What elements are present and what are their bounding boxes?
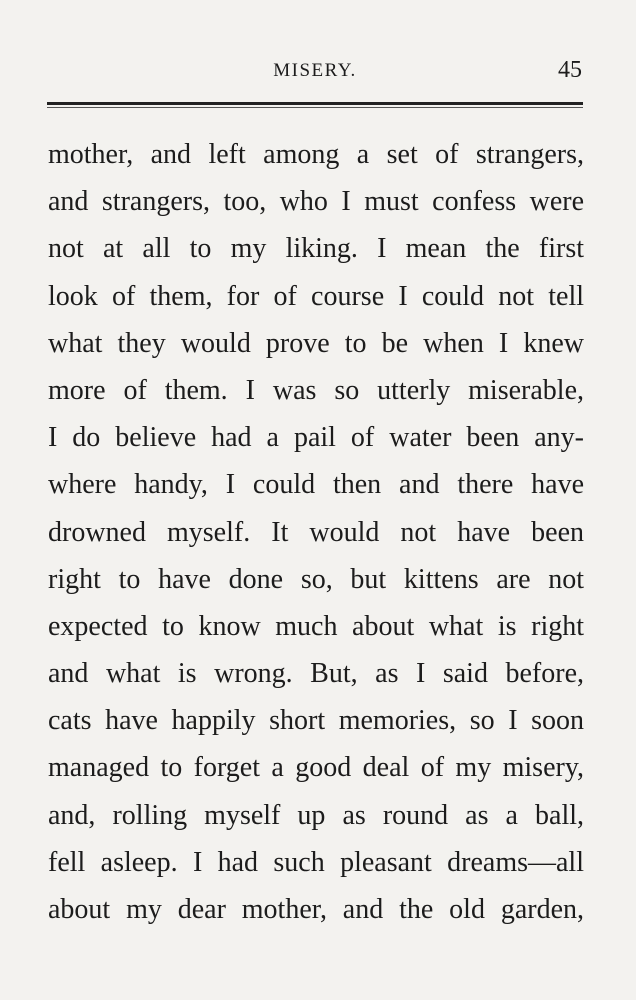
header-rule-fine xyxy=(47,107,583,108)
text-line: fell asleep. I had such pleasant dreams—all xyxy=(48,846,584,878)
text-line: more of them. I was so utterly miserable, xyxy=(48,374,584,406)
text-line: where handy, I could then and there have xyxy=(48,469,584,501)
text-line: about my dear mother, and the old garden, xyxy=(48,894,584,925)
header-rule xyxy=(47,102,583,105)
chapter-title: MISERY. xyxy=(273,60,357,81)
text-line: I do believe had a pail of water been any- xyxy=(48,422,584,454)
text-line: right to have done so, but kittens are not xyxy=(48,563,584,595)
text-line: expected to know much about what is right xyxy=(48,610,584,642)
text-line: not at all to my liking. I mean the first xyxy=(48,233,584,265)
text-line: drowned myself. It would not have been xyxy=(48,516,584,548)
text-line: cats have happily short memories, so I soon xyxy=(48,705,584,737)
text-line: mother, and left among a set of strangers, xyxy=(48,139,584,170)
text-line: and what is wrong. But, as I said before, xyxy=(48,658,584,690)
text-line: and strangers, too, who I must confess were xyxy=(48,186,584,218)
text-line: what they would prove to be when I knew xyxy=(48,327,584,359)
text-line: look of them, for of course I could not tell xyxy=(48,280,584,312)
body-text xyxy=(48,131,584,933)
page-number: 45 xyxy=(558,57,582,83)
running-head xyxy=(48,58,582,88)
text-line: and, rolling myself up as round as a ball, xyxy=(48,799,584,831)
text-line: managed to forget a good deal of my misery, xyxy=(48,752,584,784)
